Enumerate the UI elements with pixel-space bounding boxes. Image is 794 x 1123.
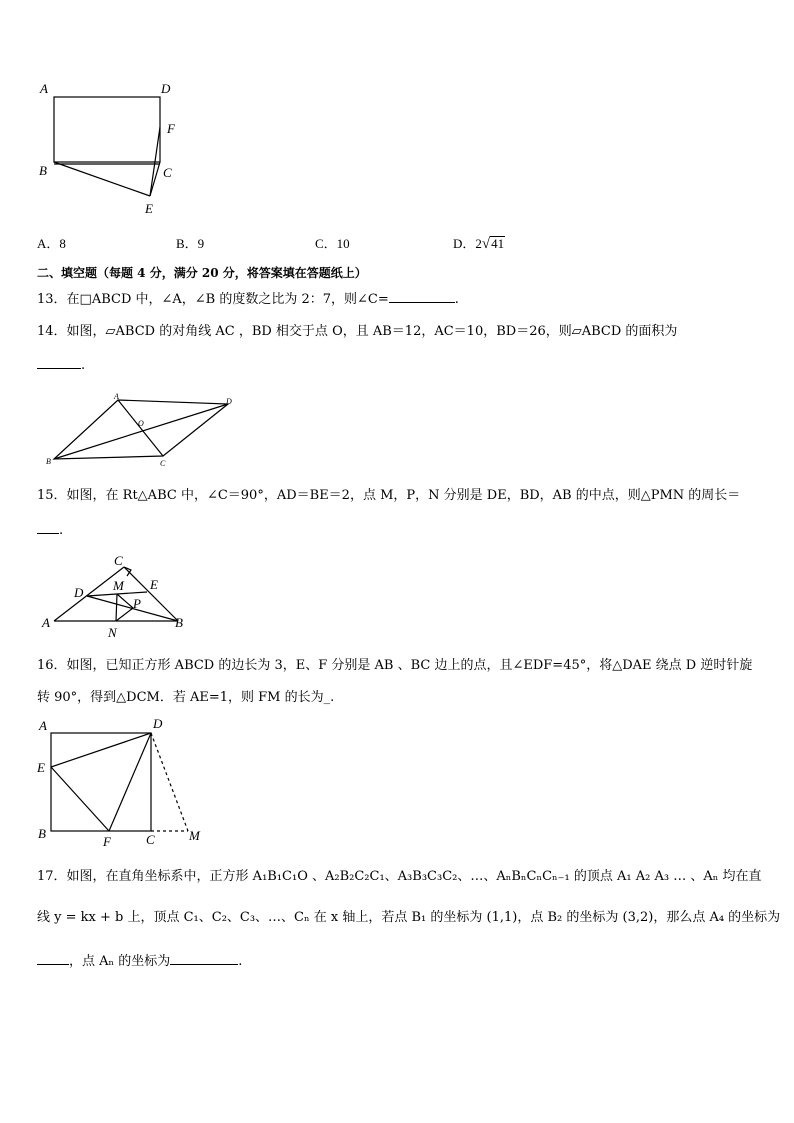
- fig12-label-d: D: [161, 81, 171, 96]
- answer-blank-13[interactable]: [389, 288, 455, 303]
- fig15-label-m: M: [113, 578, 124, 593]
- figure-q16: [33, 714, 213, 850]
- answer-blank-17b[interactable]: [170, 950, 238, 965]
- question-14-line2: [37, 354, 85, 376]
- fig16-label-a: A: [39, 718, 47, 733]
- section-heading: 二、填空题（每题 4 分，满分 20 分，将答案填在答题纸上）: [37, 266, 367, 280]
- fig12-label-a: A: [40, 81, 48, 96]
- fig16-label-m: M: [189, 828, 200, 843]
- q13-end: .: [454, 292, 459, 307]
- fig15-label-e: E: [150, 577, 158, 592]
- fig16-label-f: F: [103, 834, 111, 849]
- question-17-line2: 线 y = kx + b 上，顶点 C₁、C₂、C₃、…、Cₙ 在 x 轴上，若点 B₁ 的坐标为 (1,1)，点 B₂ 的坐标为 (3,2)，那么点 A₄ 的坐标为: [37, 910, 781, 925]
- fig15-label-p: P: [133, 596, 141, 611]
- question-13: [37, 288, 459, 310]
- question-16-line1: 16．如图，已知正方形 ABCD 的边长为 3，E、F 分别是 AB 、BC 边上的点，且∠EDF=45°，将△DAE 绕点 D 逆时针旋: [37, 658, 753, 673]
- question-15-line1: 15．如图，在 Rt△ABC 中，∠C＝90°，AD＝BE＝2，点 M，P，N 分别是 DE，BD，AB 的中点，则△PMN 的周长＝: [37, 488, 741, 503]
- q17-line3-mid: ，点 Aₙ 的坐标为: [69, 954, 171, 969]
- figure-q15: [38, 550, 198, 642]
- choice-c: C．10: [315, 236, 350, 251]
- fig12-label-c: C: [163, 165, 172, 180]
- choice-d-radicand: 41: [491, 236, 505, 251]
- fig14-label-a: A: [114, 392, 119, 401]
- fig14-label-o: O: [138, 419, 144, 428]
- fig15-label-n: N: [108, 625, 117, 640]
- choice-d: D．2√41: [453, 236, 505, 252]
- choice-a: A．8: [37, 236, 66, 251]
- fig14-label-c: C: [160, 459, 166, 468]
- fig14-label-b: B: [46, 457, 51, 466]
- fig15-label-d: D: [74, 585, 84, 600]
- fig12-label-b: B: [39, 163, 47, 178]
- fig14-label-d: D: [226, 397, 232, 406]
- q15-end: .: [59, 523, 64, 538]
- answer-blank-14[interactable]: [37, 354, 81, 369]
- figure-q14: [38, 390, 238, 470]
- choice-b: B．9: [176, 236, 205, 251]
- fig16-label-d: D: [153, 716, 163, 731]
- fig16-label-e: E: [37, 760, 45, 775]
- answer-blank-15[interactable]: [37, 519, 59, 534]
- fig16-label-b: B: [38, 826, 46, 841]
- fig15-label-b: B: [175, 615, 183, 630]
- q17-end: .: [238, 954, 243, 969]
- q13-text: 13．在□ABCD 中，∠A，∠B 的度数之比为 2：7，则∠C=: [37, 292, 389, 307]
- choice-d-prefix: D．2: [453, 236, 482, 251]
- question-17-line1: 17．如图，在直角坐标系中，正方形 A₁B₁C₁O 、A₂B₂C₂C₁、A₃B₃C₃C₂、…、AₙBₙCₙCₙ₋₁ 的顶点 A₁ A₂ A₃ … 、Aₙ 均在直: [37, 869, 762, 884]
- fig12-label-e: E: [145, 201, 153, 216]
- question-16-line2: 转 90°，得到△DCM．若 AE=1，则 FM 的长为_.: [37, 690, 335, 705]
- question-14-line1: 14．如图，▱ABCD 的对角线 AC ，BD 相交于点 O，且 AB＝12，AC＝10，BD＝26，则▱ABCD 的面积为: [37, 324, 678, 339]
- figure-q12: [30, 78, 190, 223]
- fig16-label-c: C: [146, 832, 155, 847]
- fig15-label-c: C: [114, 553, 123, 568]
- fig15-label-a: A: [42, 615, 50, 630]
- question-17-line3: [37, 950, 242, 972]
- answer-blank-17a[interactable]: [37, 950, 69, 965]
- q14-end: .: [81, 358, 86, 373]
- fig12-label-f: F: [167, 121, 175, 136]
- question-15-line2: [37, 519, 63, 541]
